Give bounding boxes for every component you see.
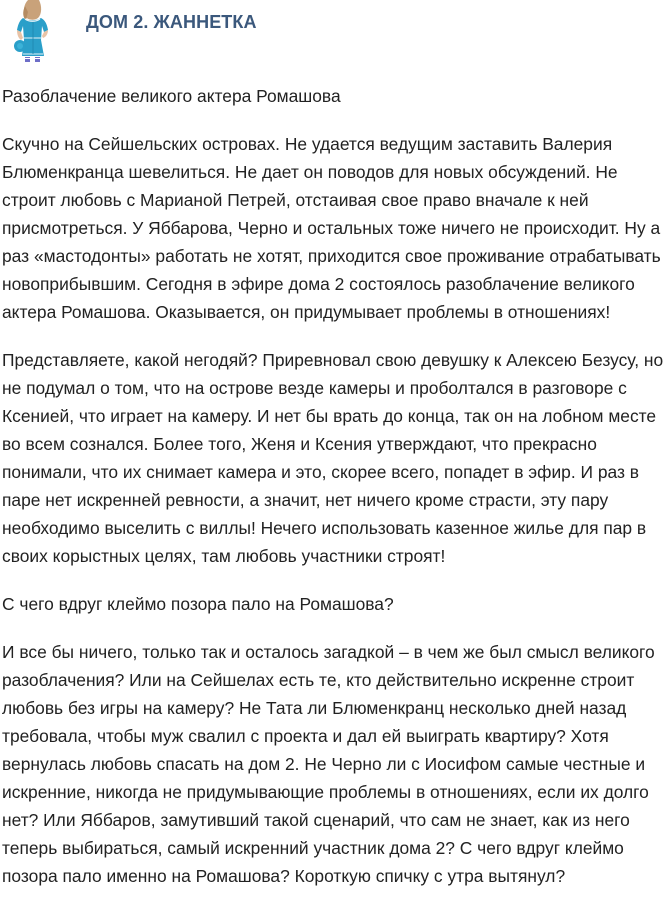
article-section-heading: С чего вдруг клеймо позора пало на Ромашова? [2, 594, 394, 614]
article-body [2, 82, 664, 910]
page-header [0, 0, 670, 68]
page-title[interactable]: ДОМ 2. ЖАННЕТКА [86, 12, 257, 32]
article-paragraph: Представляете, какой негодяй? Приревновал свою девушку к Алексею Безусу, но не подумал о том, что на острове везде камеры и проболтался в разговоре с Ксенией, что играет на камеру. И нет бы врать до конца, так он на лобном месте во всем сознался. Более того, Женя и Ксения утверждают, что прекрасно понимали, что их снимает камера и это, скорее всего, попадет в эфир. И раз в паре нет искренней ревности, а значит, нет ничего кроме страсти, эту пару необходимо выселить с виллы! Нечего использовать казенное жилье для пар в своих корыстных целях, там любовь участники строят! [2, 350, 664, 566]
article-subtitle: Разоблачение великого актера Ромашова [2, 86, 341, 106]
article-paragraph: И все бы ничего, только так и осталось загадкой – в чем же был смысл великого разоблачения? Или на Сейшелах есть те, кто действительно искренне строит любовь без игры на камеру? Не Тата ли Блюменкранц несколько дней назад требовала, чтобы муж свалил с проекта и дал ей выиграть квартиру? Хотя вернулась любовь спасать на дом 2. Не Черно ли с Иосифом самые честные и искренние, никогда не придумывающие проблемы в отношениях, если их долго нет? Или Яббаров, замутивший такой сценарий, что сам не знает, как из него теперь выбираться, самый искренний участник дома 2? С чего вдруг клеймо позора пало именно на Ромашова? Короткую спичку с утра вытянул? [2, 642, 655, 886]
girl-in-blue-dress-icon [12, 0, 52, 64]
article-paragraph: Скучно на Сейшельских островах. Не удается ведущим заставить Валерия Блюменкранца шевелиться. Не дает он поводов для новых обсуждений. Не строит любовь с Марианой Петрей, отстаивая свое право вначале к ней присмотреться. У Яббарова, Черно и остальных тоже ничего не происходит. Ну а раз «мастодонты» работать не хотят, приходится свое проживание отрабатывать новоприбывшим. Сегодня в эфире дома 2 состоялось разоблачение великого актера Ромашова. Оказывается, он придумывает проблемы в отношениях! [2, 134, 661, 322]
avatar[interactable] [12, 0, 52, 64]
